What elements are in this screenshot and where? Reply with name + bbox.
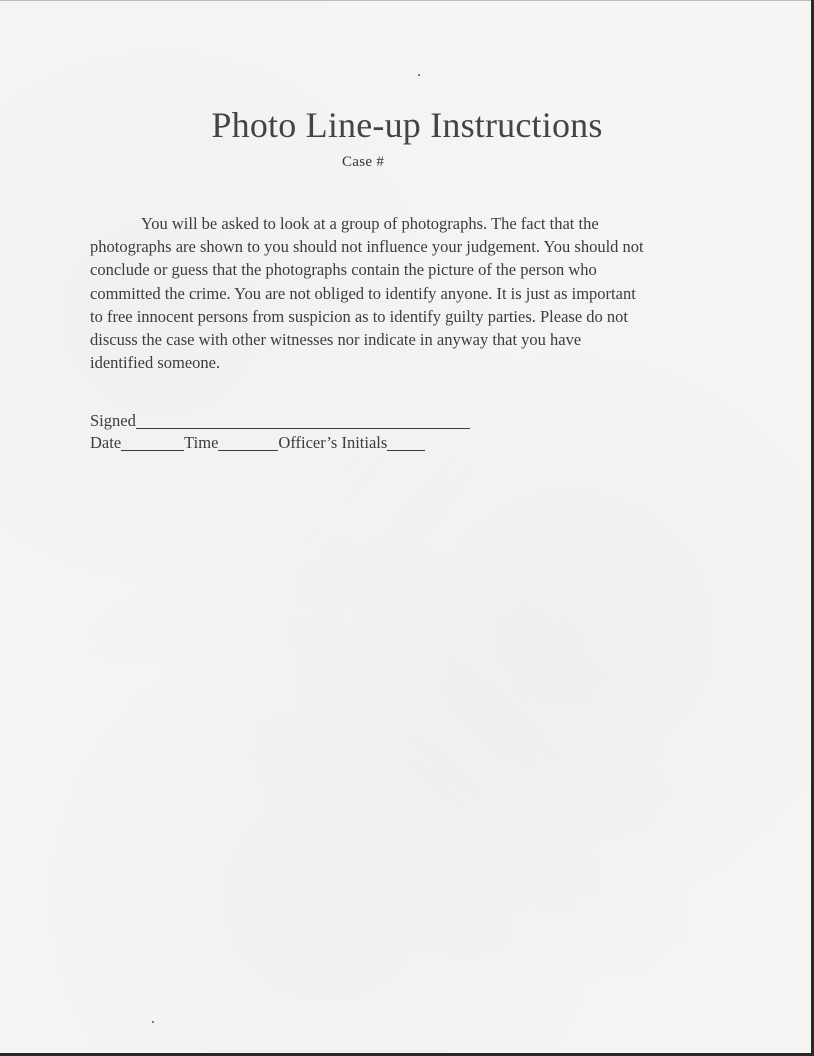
signed-row	[90, 410, 470, 432]
paragraph-line: identified someone.	[90, 353, 221, 373]
paragraph-line: to free innocent persons from suspicion as to identify guilty parties. Please do not	[90, 306, 628, 326]
paragraph-line: discuss the case with other witnesses nor indicate in anyway that you have	[90, 330, 582, 350]
time-blank[interactable]	[218, 434, 278, 451]
date-blank[interactable]	[121, 434, 184, 451]
case-number-label: Case #	[342, 154, 385, 170]
signature-form	[90, 410, 470, 454]
signed-blank[interactable]	[136, 412, 470, 429]
date-label: Date	[90, 433, 122, 452]
scan-edge-top	[0, 0, 814, 1]
scan-speck	[152, 1021, 154, 1023]
page-title: Photo Line-up Instructions	[211, 105, 603, 145]
time-label: Time	[184, 433, 219, 452]
paragraph-line: conclude or guess that the photographs contain the picture of the person who	[90, 260, 597, 280]
officer-initials-label: Officer’s Initials	[278, 433, 388, 452]
date-time-initials-row	[90, 432, 470, 454]
paragraph-line: photographs are shown to you should not influence your judgement. You should not	[90, 237, 644, 257]
paragraph-line: You will be asked to look at a group of photographs. The fact that the	[141, 214, 599, 233]
instructions-paragraph	[90, 212, 740, 374]
signed-label: Signed	[90, 411, 136, 430]
officer-initials-blank[interactable]	[387, 434, 425, 451]
scan-speck	[418, 74, 420, 76]
paragraph-line: committed the crime. You are not obliged to identify anyone. It is just as important	[90, 283, 636, 303]
